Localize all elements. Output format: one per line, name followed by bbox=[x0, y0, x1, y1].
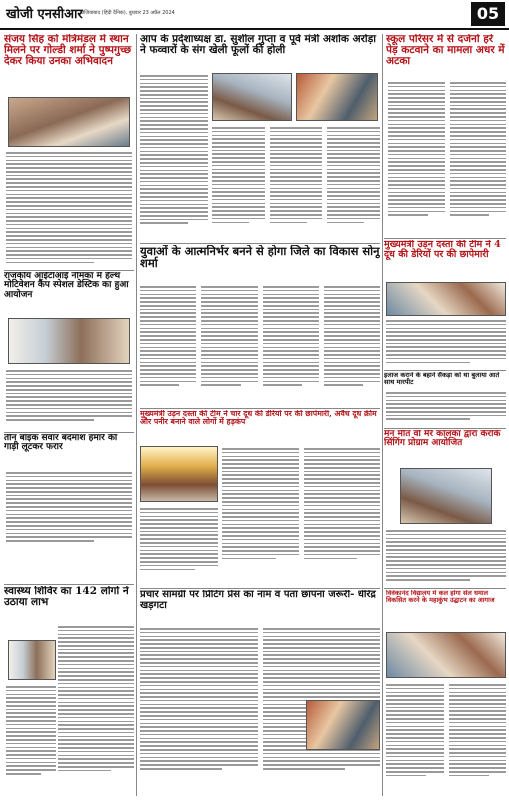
headline-s4: राजकीय आईटीआई नीमका में हैल्थ मोटिवेशन कैंप स्पेशल डेस्टिक का हुआ आयोजन bbox=[4, 272, 129, 300]
column-rule bbox=[136, 34, 137, 796]
story-body bbox=[6, 368, 132, 428]
story-body bbox=[6, 150, 132, 268]
story-body bbox=[222, 446, 380, 588]
story-body bbox=[386, 390, 506, 426]
section-rule bbox=[384, 238, 506, 239]
story-photo bbox=[8, 640, 56, 680]
story-body bbox=[212, 125, 380, 243]
story-photo bbox=[8, 97, 130, 147]
headline-s12: प्रचार सामग्री पर प्रिंटिंग प्रेस का नाम व पता छापना जरूरी- धीरेंद्र खड़गटा bbox=[140, 590, 376, 611]
story-photo bbox=[140, 446, 218, 502]
headline-s13: विवेकानंद विद्यालय में कल होगा सेल धमाल विकसित करने के महाकुंभ उद्घाटन का आगाज bbox=[386, 590, 495, 604]
headline-s5: युवाओं के आत्मनिर्भर बनने से होगा जिले का विकास सोनू शर्मा bbox=[140, 245, 380, 271]
story-photo bbox=[212, 73, 292, 121]
story-body bbox=[386, 682, 506, 794]
headline-s3: स्कूल परिसर में से दर्जनों हरे पेड़ कटवाने का मामला अधर में अटका bbox=[386, 34, 505, 68]
section-rule bbox=[140, 588, 380, 589]
section-rule bbox=[4, 432, 134, 433]
story-photo bbox=[8, 318, 130, 364]
section-rule bbox=[140, 408, 380, 409]
story-s13 bbox=[386, 590, 508, 630]
story-body bbox=[6, 470, 132, 550]
headline-s7: इलाज कराने के बहाने सैकड़ा को था बुलाया आते साथ मारपीट bbox=[384, 372, 500, 386]
section-rule bbox=[384, 588, 506, 589]
headline-s11: स्वास्थ्य शिविर का 142 लोगों ने उठाया लाभ bbox=[4, 586, 129, 609]
page-number: 05 bbox=[471, 2, 505, 26]
story-s9 bbox=[384, 430, 508, 466]
story-photo bbox=[386, 632, 506, 678]
section-rule bbox=[384, 370, 506, 371]
story-s8 bbox=[140, 410, 380, 444]
story-body bbox=[386, 318, 506, 370]
story-body bbox=[386, 528, 506, 588]
column-rule bbox=[382, 34, 383, 796]
story-s3 bbox=[386, 34, 506, 84]
section-rule bbox=[140, 243, 380, 244]
story-s5 bbox=[140, 245, 380, 281]
story-s11 bbox=[4, 586, 134, 622]
story-body bbox=[58, 624, 134, 794]
story-photo bbox=[296, 73, 378, 121]
newspaper-name: खोजी एनसीआर bbox=[6, 7, 83, 22]
story-s2 bbox=[140, 34, 380, 70]
section-rule bbox=[4, 584, 134, 585]
headline-s6: मुख्यमंत्री उड़न दस्ता की टीम ने 4 दूध की डेरियों पर की छापेमारी bbox=[384, 240, 501, 260]
story-body bbox=[388, 80, 506, 238]
masthead bbox=[0, 0, 509, 30]
headline-s8: मुख्यमंत्री उड़न दस्ता की टीम ने चार दूध की डेरियों पर की छापेमारी, अवैध दूध क्रीम और पनीर बनाने वाले लोगों में हड़कंप bbox=[140, 410, 377, 427]
story-photo bbox=[386, 282, 506, 316]
headline-s2: आप के प्रदेशाध्यक्ष डा. सुशील गुप्ता व पूर्व मंत्री अशोक अरोड़ा ने फव्वारों के संग खेली फूलों की होली bbox=[140, 34, 376, 57]
story-s6 bbox=[384, 240, 508, 280]
headline-s10: तीन बाइक सवार बदमाश हमारे की गाड़ी लूटकर फरार bbox=[4, 434, 118, 453]
headline-s1: संजय सिंह को मंत्रिमंडल में स्थान मिलने पर गोल्डी शर्मा ने पुष्पगुच्छ देकर किया उनका अभिवादन bbox=[4, 34, 132, 68]
story-s4 bbox=[4, 272, 134, 308]
story-body bbox=[140, 73, 208, 243]
headline-s9: मन मीत वो मेरे कालका द्वारा केरोके सिंगिंग प्रोग्राम आयोजित bbox=[384, 430, 501, 449]
story-photo bbox=[306, 700, 380, 750]
story-body bbox=[140, 506, 218, 588]
section-rule bbox=[4, 270, 134, 271]
story-s12 bbox=[140, 590, 380, 624]
dateline: गाज़ियाबाद (हिंदी दैनिक), बुधवार 23 अप्रैल 2024 bbox=[80, 10, 175, 16]
story-body bbox=[6, 684, 56, 794]
section-rule bbox=[384, 428, 506, 429]
story-s10 bbox=[4, 434, 134, 468]
story-body bbox=[140, 284, 380, 406]
story-photo bbox=[400, 468, 492, 524]
